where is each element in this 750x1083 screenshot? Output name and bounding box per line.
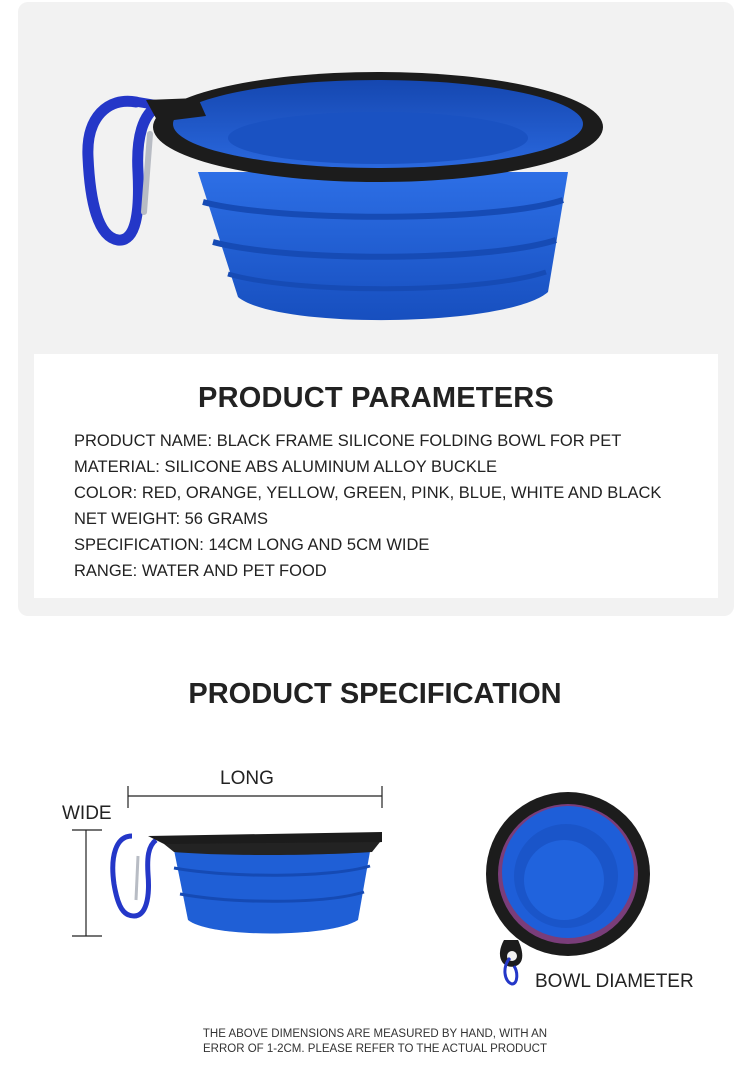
parameters-card [34, 354, 718, 598]
carabiner-icon [113, 836, 156, 916]
hero-panel [18, 2, 734, 616]
measurement-note-line-1: THE ABOVE DIMENSIONS ARE MEASURED BY HAND, WITH AN [202, 1028, 548, 1040]
param-product-name: PRODUCT NAME: BLACK FRAME SILICONE FOLDING BOWL FOR PET [74, 432, 622, 450]
parameters-title: PRODUCT PARAMETERS [198, 382, 554, 414]
measurement-note-line-2: ERROR OF 1-2CM. PLEASE REFER TO THE ACTUAL PRODUCT [202, 1043, 547, 1055]
bowl-side-view [60, 760, 400, 960]
wide-label: WIDE [62, 803, 112, 824]
specification-title: PRODUCT SPECIFICATION [188, 678, 562, 710]
wide-dimension-line [72, 830, 102, 936]
param-material: MATERIAL: SILICONE ABS ALUMINUM ALLOY BUCKLE [74, 458, 498, 476]
long-label: LONG [220, 768, 274, 789]
param-range: RANGE: WATER AND PET FOOD [74, 562, 327, 580]
bowl-top-view [456, 790, 666, 1000]
param-color: COLOR: RED, ORANGE, YELLOW, GREEN, PINK, BLUE, WHITE AND BLACK [74, 484, 662, 502]
bowl-diameter-label: BOWL DIAMETER [535, 971, 694, 992]
bowl-photo [78, 62, 618, 362]
measurement-note [0, 1027, 750, 1057]
param-specification: SPECIFICATION: 14CM LONG AND 5CM WIDE [74, 536, 430, 554]
param-net-weight: NET WEIGHT: 56 GRAMS [74, 510, 269, 528]
long-dimension-line [128, 786, 382, 808]
parameters-list [74, 428, 661, 584]
